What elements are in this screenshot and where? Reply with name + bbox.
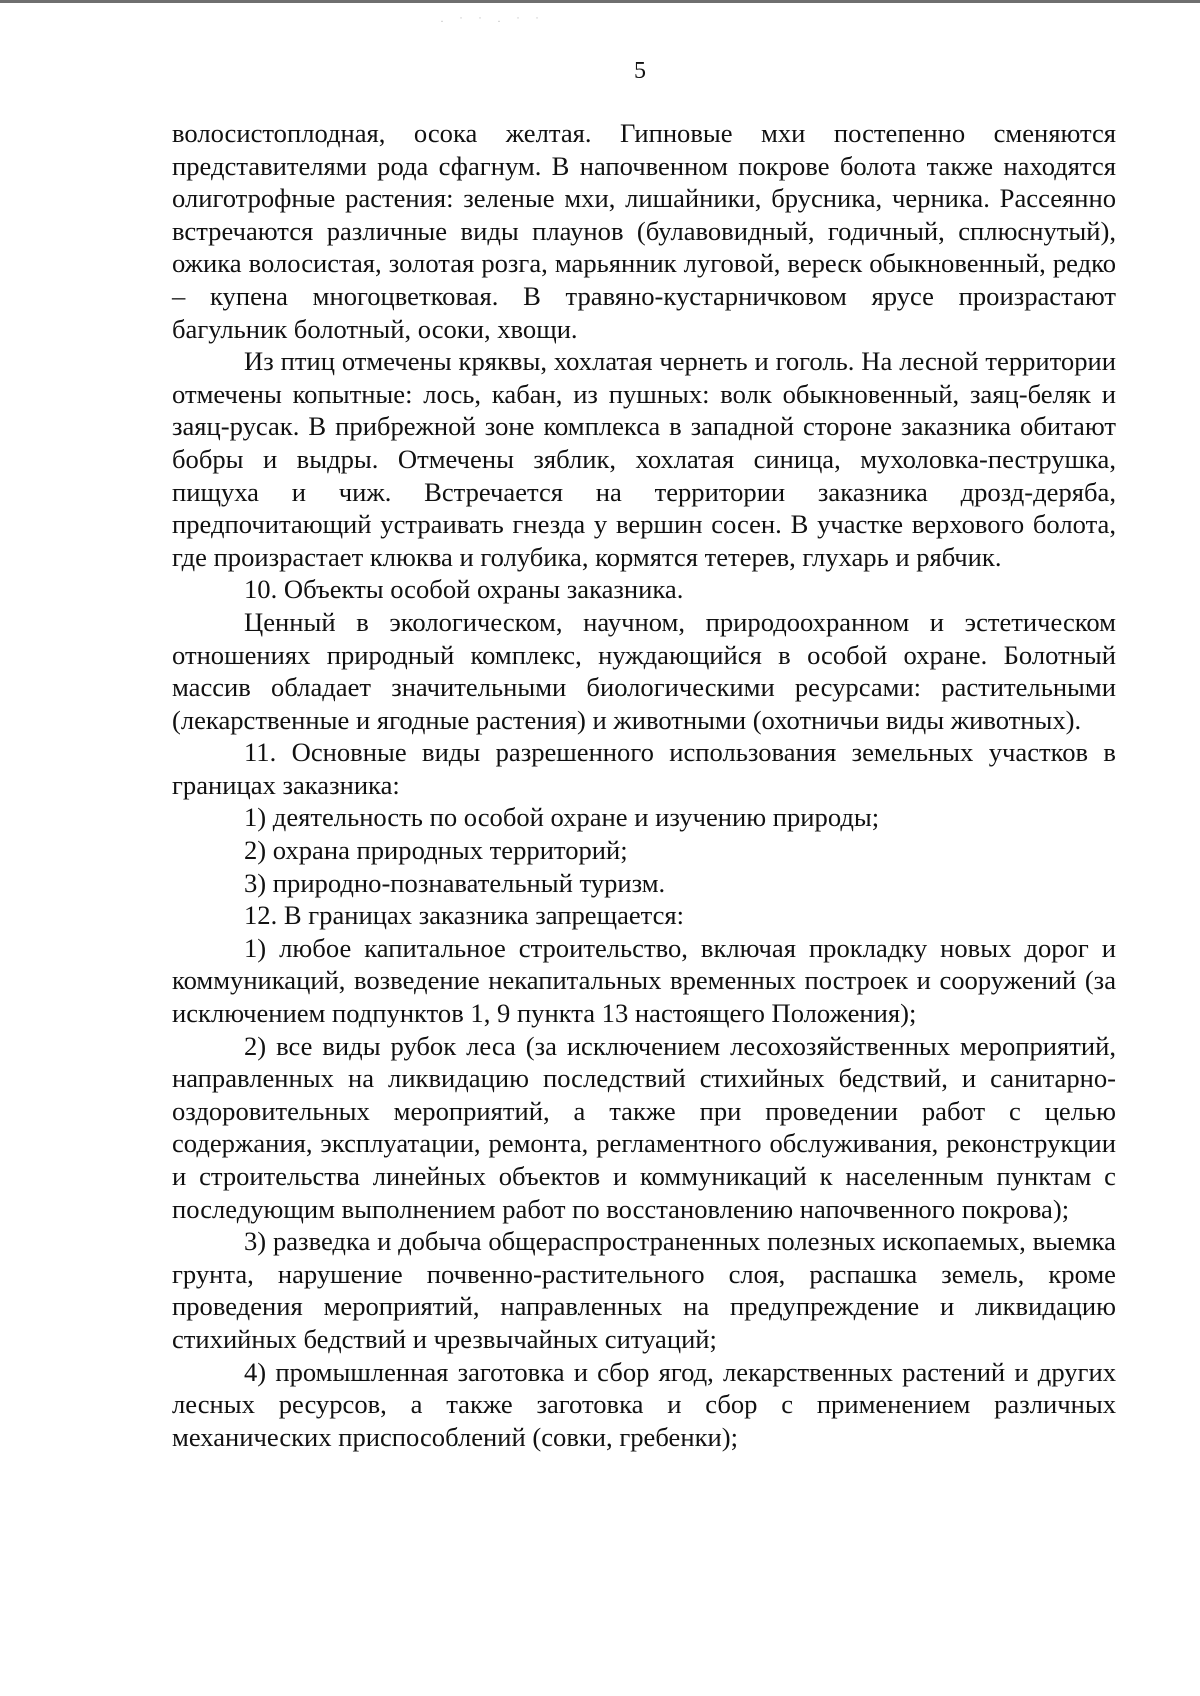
list-item-12-2: 2) все виды рубок леса (за исключением лесохозяйственных мероприятий, направленных на ликвидацию последствий стихийных бедствий, и санитарно-оздоровительных мероприятий, а также при проведении работ с целью содержания, эксплуатации, ремонта, регламентного обслуживания, реконструкции и строительства линейных объектов и коммуникаций к населенным пунктам с последующим выполнением работ по восстановлению напочвенного покрова); [172,1030,1116,1224]
list-item-12-1: 1) любое капитальное строительство, включая прокладку новых дорог и коммуникаций, возведение некапитальных временных построек и сооружений (за исключением подпунктов 1, 9 пункта 13 настоящего Положения); [172,932,1116,1029]
document-body [172,117,1116,1453]
paragraph-fauna: Из птиц отмечены кряквы, хохлатая чернеть и гоголь. На лесной территории отмечены копытные: лось, кабан, из пушных: волк обыкновенный, заяц-беляк и заяц-русак. В прибрежной зоне комплекса в западной стороне заказника обитают бобры и выдры. Отмечены зяблик, хохлатая синица, мухоловка-пеструшка, пищуха и чиж. Встречается на территории заказника дрозд-деряба, предпочитающий устраивать гнезда у вершин сосен. В участке верхового болота, где произрастает клюква и голубика, кормятся тетерев, глухарь и рябчик. [172,346,1116,572]
section-heading-11: 11. Основные виды разрешенного использования земельных участков в границах заказника: [172,737,1116,800]
list-item-12-4: 4) промышленная заготовка и сбор ягод, лекарственных растений и других лесных ресурсов, а также заготовка и сбор с применением различных механических приспособлений (совки, гребенки); [172,1356,1116,1452]
paragraph-protection-objects: Ценный в экологическом, научном, природоохранном и эстетическом отношениях природный комплекс, нуждающийся в особой охране. Болотный массив обладает значительными биологическими ресурсами: растительными (лекарственные и ягодные растения) и животными (охотничьи виды животных). [172,606,1116,735]
paragraph-flora: волосистоплодная, осока желтая. Гипновые мхи постепенно сменяются представителями рода сфагнум. В напочвенном покрове болота также находятся олиготрофные растения: зеленые мхи, лишайники, брусника, черника. Рассеянно встречаются различные виды плаунов (булавовидный, годичный, сплюснутый), ожика волосистая, золотая розга, марьянник луговой, вереск обыкновенный, редко – купена многоцветковая. В травяно-кустарничковом ярусе произрастают багульник болотный, осоки, хвощи. [172,118,1116,344]
list-item-11-2: 2) охрана природных территорий; [244,835,628,866]
list-item-12-3: 3) разведка и добыча общераспространенных полезных ископаемых, выемка грунта, нарушение почвенно-растительного слоя, распашка земель, кроме проведения мероприятий, направленных на предупреждение и ликвидацию стихийных бедствий и чрезвычайных ситуаций; [172,1226,1116,1354]
section-heading-12: 12. В границах заказника запрещается: [244,900,685,931]
list-item-11-1: 1) деятельность по особой охране и изучению природы; [244,802,880,833]
section-heading-10: 10. Объекты особой охраны заказника. [244,574,684,605]
scan-artifact: · ˙ ˙ · ˙ ˙ [440,14,545,28]
page-number: 5 [634,58,646,84]
top-border-line [0,0,1200,3]
list-item-11-3: 3) природно-познавательный туризм. [244,867,666,898]
